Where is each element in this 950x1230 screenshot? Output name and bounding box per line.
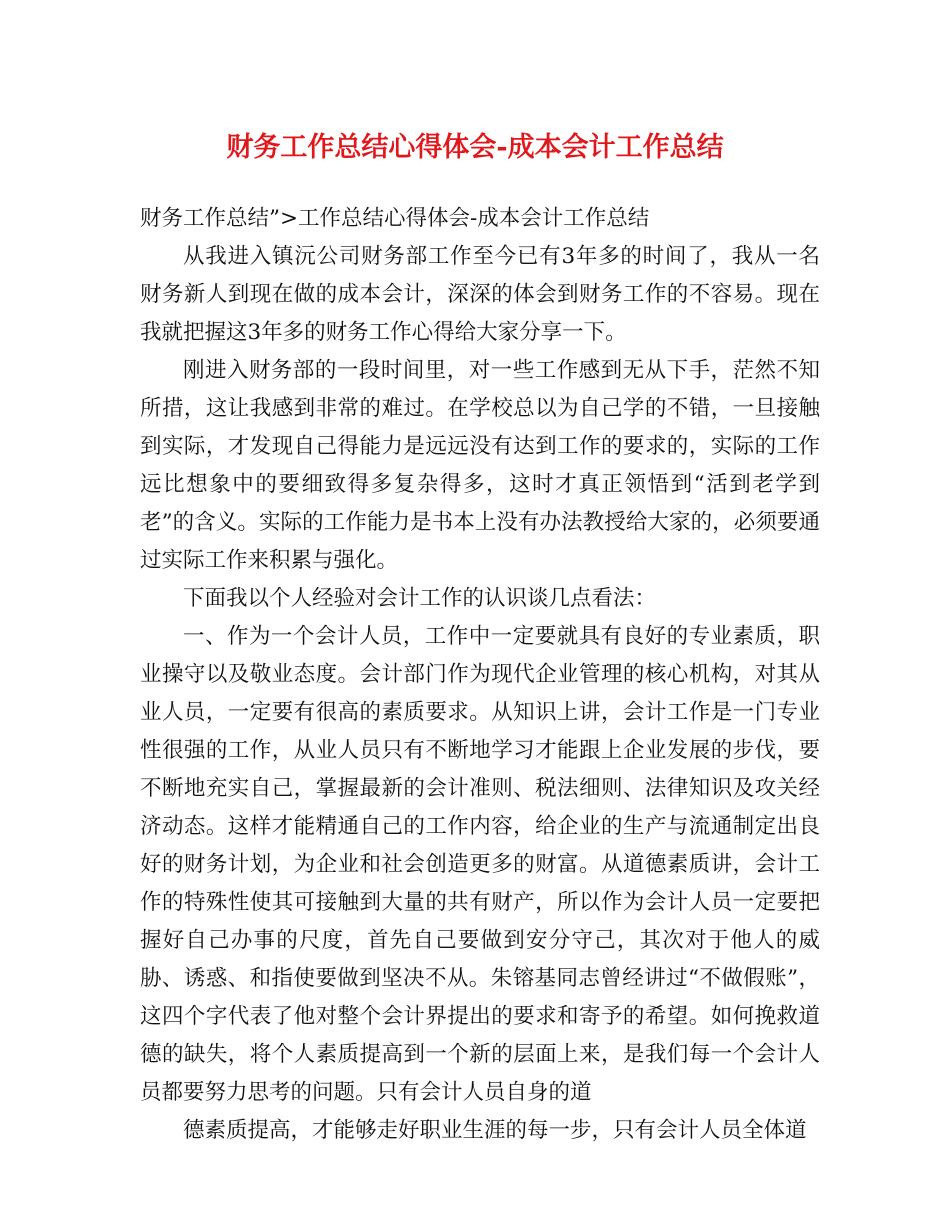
document-body	[140, 200, 820, 1150]
paragraph: 刚进入财务部的一段时间里，对一些工作感到无从下手，茫然不知所措，这让我感到非常的难过。在学校总以为自己学的不错，一旦接触到实际，才发现自己得能力是远远没有达到工作的要求的，实际的工作远比想象中的要细致得多复杂得多，这时才真正领悟到“活到老学到老”的含义。实际的工作能力是书本上没有办法教授给大家的，必须要通过实际工作来积累与强化。	[140, 358, 820, 573]
paragraph: 德素质提高，才能够走好职业生涯的每一步，只有会计人员全体道	[183, 1118, 807, 1143]
document-title: 财务工作总结心得体会-成本会计工作总结	[226, 132, 724, 163]
breadcrumb: 财务工作总结”>工作总结心得体会-成本会计工作总结	[140, 206, 650, 231]
paragraph: 从我进入镇沅公司财务部工作至今已有3年多的时间了，我从一名财务新人到现在做的成本会计，深深的体会到财务工作的不容易。现在我就把握这3年多的财务工作心得给大家分享一下。	[140, 244, 820, 345]
paragraph: 下面我以个人经验对会计工作的认识谈几点看法：	[183, 586, 657, 611]
paragraph: 一、作为一个会计人员，工作中一定要就具有良好的专业素质，职业操守以及敬业态度。会计部门作为现代企业管理的核心机构，对其从业人员，一定要有很高的素质要求。从知识上讲，会计工作是一门专业性很强的工作，从业人员只有不断地学习才能跟上企业发展的步伐，要不断地充实自己，掌握最新的会计准则、税法细则、法律知识及攻关经济动态。这样才能精通自己的工作内容，给企业的生产与流通制定出良好的财务计划，为企业和社会创造更多的财富。从道德素质讲，会计工作的特殊性使其可接触到大量的共有财产，所以作为会计人员一定要把握好自己办事的尺度，首先自己要做到安分守己，其次对于他人的威胁、诱惑、和指使要做到坚决不从。朱镕基同志曾经讲过“不做假账”，这四个字代表了他对整个会计界提出的要求和寄予的希望。如何挽救道德的缺失，将个人素质提高到一个新的层面上来，是我们每一个会计人员都要努力思考的问题。只有会计人员自身的道	[140, 624, 820, 1105]
